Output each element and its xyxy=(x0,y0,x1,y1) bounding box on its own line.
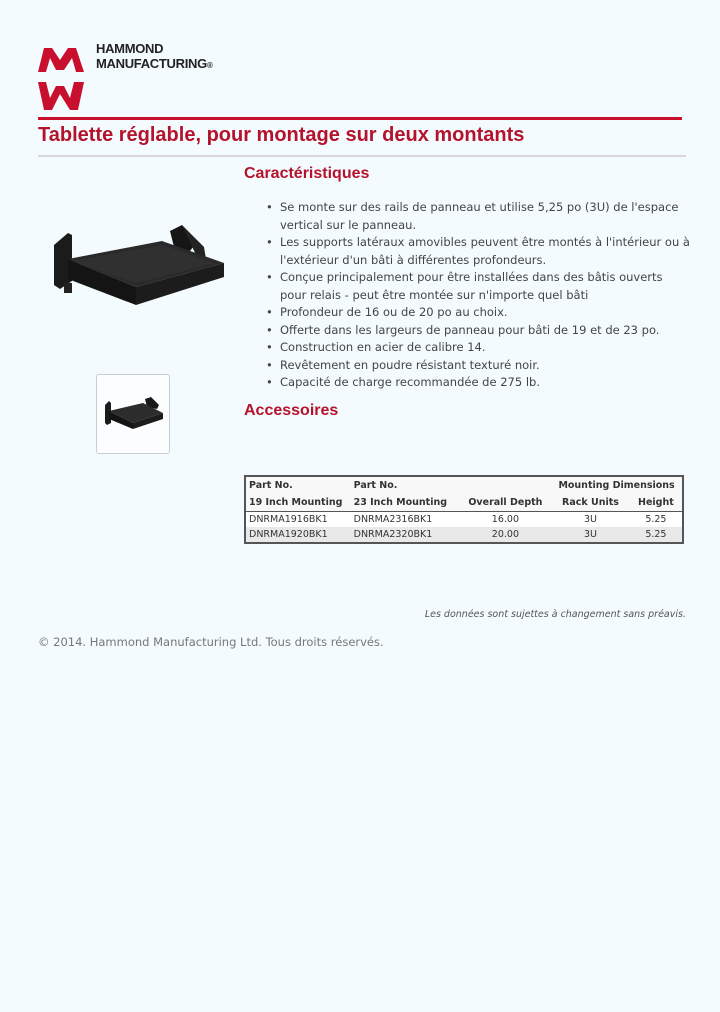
table-cell: 3U xyxy=(583,514,597,525)
list-item: • Les supports latéraux amovibles peuvent être montés à l'intérieur ou à l'extérieur d'un bâti à différentes profondeurs. xyxy=(262,234,690,269)
list-item: • Construction en acier de calibre 14. xyxy=(262,339,690,357)
table-header: Mounting Dimensions xyxy=(551,477,682,494)
header-divider xyxy=(38,117,682,120)
registered-mark: ® xyxy=(206,61,213,70)
list-item: • Profondeur de 16 ou de 20 po au choix. xyxy=(262,304,690,322)
table-cell: DNRMA2316BK1 xyxy=(353,514,433,525)
product-image[interactable] xyxy=(44,225,230,309)
product-thumbnail-image xyxy=(101,395,165,435)
table-header: 23 Inch Mounting xyxy=(351,494,460,512)
table-cell: 16.00 xyxy=(491,514,519,525)
table-header: Height xyxy=(630,494,682,512)
product-thumbnail[interactable] xyxy=(96,374,170,454)
brand-name-line1: HAMMOND xyxy=(96,41,164,56)
table-header: 19 Inch Mounting xyxy=(246,494,351,512)
features-list xyxy=(262,199,690,392)
list-item: • Revêtement en poudre résistant texturé noir. xyxy=(262,357,690,375)
table-cell: DNRMA1920BK1 xyxy=(246,527,351,542)
accessories-heading: Accessoires xyxy=(244,402,339,419)
brand-wordmark xyxy=(96,42,213,73)
table-header: Rack Units xyxy=(551,494,630,512)
list-item: • Offerte dans les largeurs de panneau pour bâti de 19 et de 23 po. xyxy=(262,322,690,340)
disclaimer: Les données sont sujettes à changement sans préavis. xyxy=(424,609,686,620)
table-header: Overall Depth xyxy=(460,494,552,512)
list-item: • Conçue principalement pour être installées dans des bâtis ouverts pour relais - peut être montée sur n'importe quel bâti xyxy=(262,269,690,304)
page-title: Tablette réglable, pour montage sur deux montants xyxy=(38,124,525,146)
list-item: • Se monte sur des rails de panneau et utilise 5,25 po (3U) de l'espace vertical sur le panneau. xyxy=(262,199,690,234)
brand-name-line2: MANUFACTURING xyxy=(96,56,207,71)
table-cell: 5.25 xyxy=(630,527,682,542)
features-heading: Caractéristiques xyxy=(244,165,370,182)
list-item: • Capacité de charge recommandée de 275 lb. xyxy=(262,374,690,392)
table-cell: DNRMA2320BK1 xyxy=(351,527,460,542)
parts-table xyxy=(244,475,684,544)
table-header xyxy=(460,477,552,494)
copyright: © 2014. Hammond Manufacturing Ltd. Tous droits réservés. xyxy=(38,635,384,649)
table-cell: DNRMA1916BK1 xyxy=(249,514,328,525)
table-cell: 5.25 xyxy=(645,514,667,525)
table-row xyxy=(246,527,682,542)
table-row xyxy=(246,512,682,528)
table-cell: 20.00 xyxy=(460,527,552,542)
table-header: Part No. xyxy=(351,477,460,494)
table-header: Part No. xyxy=(246,477,351,494)
title-divider xyxy=(38,155,686,157)
table-cell: 3U xyxy=(551,527,630,542)
